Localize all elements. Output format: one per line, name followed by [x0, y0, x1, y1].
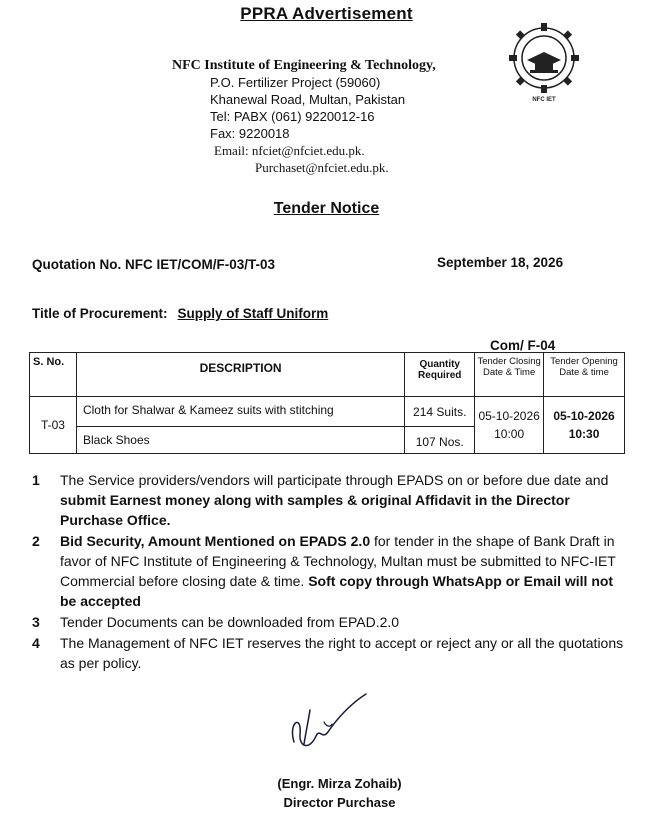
email-primary: Email: nfciet@nfciet.edu.pk. — [214, 143, 365, 158]
institute-name: NFC Institute of Engineering & Technology, — [172, 58, 436, 73]
procurement-label: Title of Procurement: — [32, 306, 168, 321]
ppra-title: PPRA Advertisement — [240, 4, 413, 23]
procurement-title — [32, 306, 328, 321]
closing-date: 05-10-2026 — [478, 409, 540, 423]
opening-date: 05-10-2026 — [553, 409, 615, 423]
email-purchase: Purchaset@nfciet.edu.pk. — [255, 160, 389, 175]
item-text: The Management of NFC IET reserves the right to accept or reject any or all the quotations as per policy. — [60, 635, 624, 671]
header-closing: Tender Closing Date & Time — [475, 353, 544, 397]
header-opening: Tender Opening Date & time — [544, 353, 625, 397]
cell-description: Black Shoes — [76, 427, 404, 454]
header-quantity: Quantity Required — [405, 353, 475, 397]
header-sno: S. No. — [30, 353, 77, 397]
cell-opening — [544, 397, 625, 454]
list-item — [32, 612, 630, 632]
logo-caption: NFC IET — [532, 97, 556, 103]
fax: Fax: 9220018 — [210, 126, 290, 141]
quotation-number: Quotation No. NFC IET/COM/F-03/T-03 — [32, 257, 275, 272]
institute-address-block — [172, 58, 436, 176]
cell-quantity: 214 Suits. — [405, 397, 475, 427]
item-number: 2 — [32, 533, 40, 549]
closing-time: 10:00 — [494, 427, 525, 441]
notice-date: September 18, 2026 — [437, 255, 564, 270]
form-number: Com/ F-04 — [490, 338, 556, 353]
procurement-value: Supply of Staff Uniform — [177, 306, 329, 321]
opening-time: 10:30 — [568, 427, 600, 441]
item-text: The Service providers/vendors will participate through EPADS on or before due date and — [60, 472, 609, 488]
item-text: for tender in the shape of Bank Draft in favor of NFC Institute of Engineering & Technology, Multan must be submitted to NFC-IET Commercial before closing date & time. — [60, 533, 616, 589]
item-text-bold: Bid Security, Amount Mentioned on EPADS 2.0 — [60, 533, 371, 549]
tender-table — [29, 352, 625, 454]
cell-description: Cloth for Shalwar & Kameez suits with stitching — [76, 397, 404, 427]
road-address: Khanewal Road, Multan, Pakistan — [210, 92, 406, 107]
item-number: 3 — [32, 614, 40, 630]
signature — [280, 692, 372, 756]
cell-sno: T-03 — [30, 397, 77, 454]
institute-logo — [505, 22, 583, 104]
list-item — [32, 633, 630, 673]
po-address: P.O. Fertilizer Project (59060) — [210, 75, 381, 90]
table-header-row — [30, 353, 625, 397]
signatory-title: Director Purchase — [283, 795, 396, 810]
conditions-list — [32, 470, 630, 674]
signatory-name: (Engr. Mirza Zohaib) — [277, 776, 402, 791]
header-description: DESCRIPTION — [76, 353, 404, 397]
item-text-bold: Soft copy through WhatsApp or Email will not be accepted — [60, 573, 614, 609]
item-text-bold: submit Earnest money along with samples & original Affidavit in the Director Purchase Office. — [60, 492, 570, 528]
cell-quantity: 107 Nos. — [405, 427, 475, 454]
item-text: Tender Documents can be downloaded from EPAD.2.0 — [60, 614, 400, 630]
table-row — [30, 397, 625, 427]
cell-closing — [475, 397, 544, 454]
list-item — [32, 531, 630, 611]
telephone: Tel: PABX (061) 9220012-16 — [210, 109, 375, 124]
tender-notice-heading: Tender Notice — [273, 200, 380, 217]
list-item — [32, 470, 630, 530]
item-number: 4 — [32, 635, 40, 651]
item-number: 1 — [32, 472, 40, 488]
